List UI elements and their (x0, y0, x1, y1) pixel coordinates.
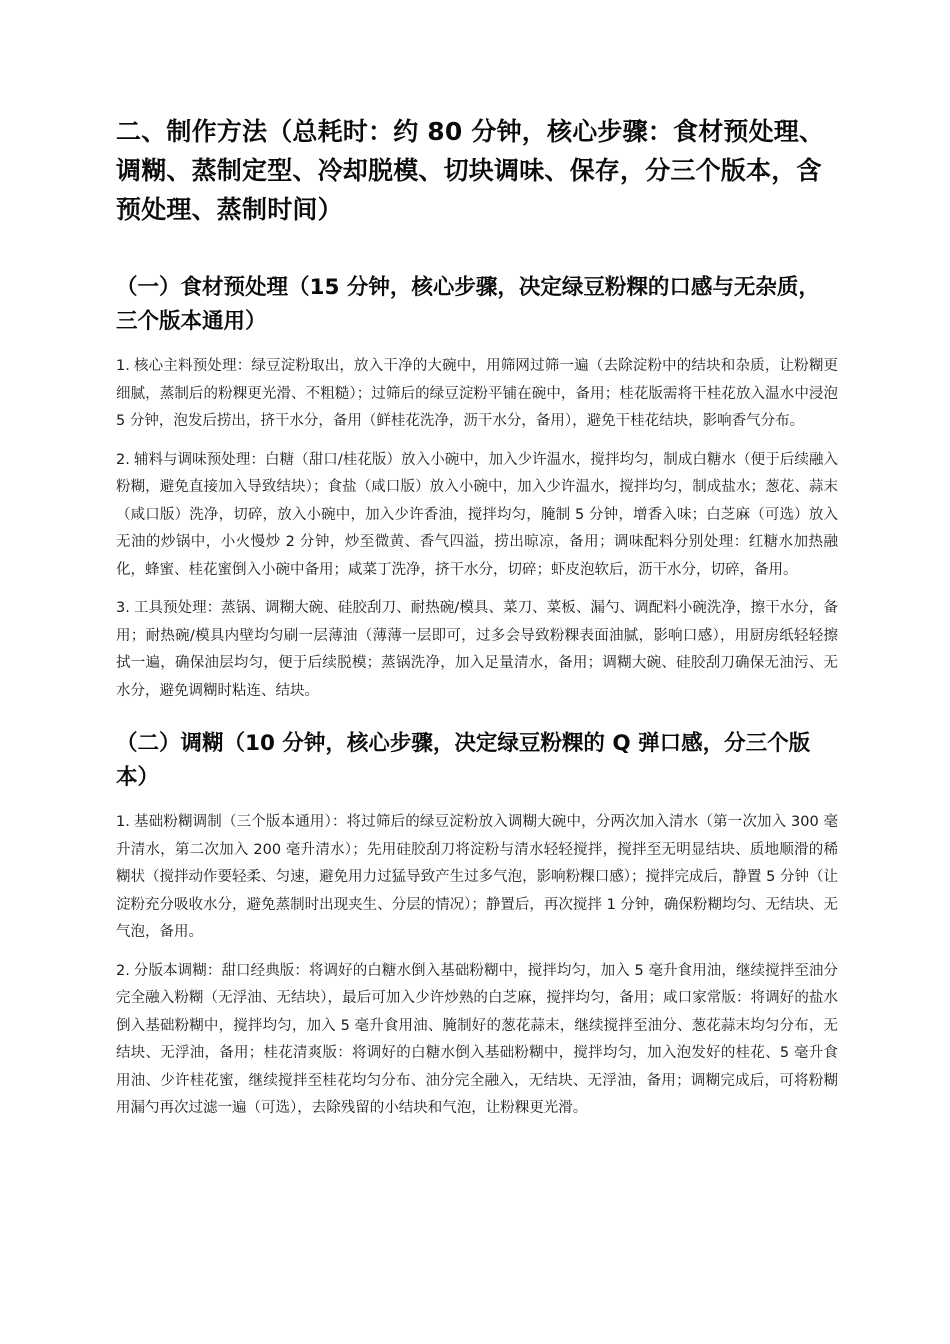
paragraph-text: 核心主料预处理：绿豆淀粉取出，放入干净的大碗中，用筛网过筛一遍（去除淀粉中的结块和杂质，让粉糊更细腻，蒸制后的粉粿更光滑、不粗糙）；过筛后的绿豆淀粉平铺在碗中，备用；桂花版需将干桂花放入温水中浸泡 5 分钟，泡发后捞出，挤干水分，备用（鲜桂花洗净，沥干水分，备用），避免干桂花结块，影响香气分布。 (116, 358, 838, 429)
section-ingredient-prep (116, 271, 838, 705)
main-heading: 二、制作方法（总耗时：约 80 分钟，核心步骤：食材预处理、调糊、蒸制定型、冷却脱模、切块调味、保存，分三个版本，含预处理、蒸制时间） (116, 117, 825, 224)
paragraph-number: 3. (116, 600, 130, 616)
document-content (116, 112, 838, 1145)
paragraph-text: 基础粉糊调制（三个版本通用）：将过筛后的绿豆淀粉放入调糊大碗中，分两次加入清水（第一次加入 300 毫升清水，第二次加入 200 毫升清水）；先用硅胶刮刀将淀粉与清水轻轻搅拌，搅拌至无明显结块、质地顺滑的稀糊状（搅拌动作要轻柔、匀速，避免用力过猛导致产生过多气泡，影响粉粿口感）；搅拌完成后，静置 5 分钟（让淀粉充分吸收水分，避免蒸制时出现夹生、分层的情况）；静置后，再次搅拌 1 分钟，确保粉糊均匀、无结块、无气泡，备用。 (116, 814, 838, 940)
paragraph (116, 447, 838, 585)
section-batter-mixing (116, 727, 838, 1123)
section-heading: （一）食材预处理（15 分钟，核心步骤，决定绿豆粉粿的口感与无杂质，三个版本通用） (116, 275, 820, 334)
paragraph-number: 2. (116, 962, 130, 979)
paragraph (116, 595, 838, 705)
paragraph-text: 辅料与调味预处理：白糖（甜口/桂花版）放入小碗中，加入少许温水，搅拌均匀，制成白糖水（便于后续融入粉糊，避免直接加入导致结块）；食盐（咸口版）放入小碗中，加入少许温水，搅拌均匀，制成盐水；葱花、蒜末（咸口版）洗净，切碎，放入小碗中，加入少许香油，搅拌均匀，腌制 5 分钟，增香入味；白芝麻（可选）放入无油的炒锅中，小火慢炒 2 分钟，炒至微黄、香气四溢，捞出晾凉，备用；调味配料分别处理：红糖水加热融化，蜂蜜、桂花蜜倒入小碗中备用；咸菜丁洗净，挤干水分，切碎；虾皮泡软后，沥干水分，切碎，备用。 (116, 451, 838, 578)
paragraph (116, 809, 838, 947)
paragraph-text: 分版本调糊：甜口经典版：将调好的白糖水倒入基础粉糊中，搅拌均匀，加入 5 毫升食用油，继续搅拌至油分完全融入粉糊（无浮油、无结块），最后可加入少许炒熟的白芝麻，搅拌均匀，备用；咸口家常版：将调好的盐水倒入基础粉糊中，搅拌均匀，加入 5 毫升食用油、腌制好的葱花蒜末，继续搅拌至油分、葱花蒜末均匀分布，无结块、无浮油，备用；桂花清爽版：将调好的白糖水倒入基础粉糊中，搅拌均匀，加入泡发好的桂花、5 毫升食用油、少许桂花蜜，继续搅拌至桂花均匀分布、油分完全融入，无结块、无浮油，备用；调糊完成后，可将粉糊用漏勺再次过滤一遍（可选），去除残留的小结块和气泡，让粉粿更光滑。 (116, 962, 838, 1116)
paragraph-number: 1. (116, 814, 130, 830)
paragraph-number: 1. (116, 358, 130, 374)
paragraph-number: 2. (116, 451, 130, 468)
paragraph (116, 353, 838, 436)
section-heading: （二）调糊（10 分钟，核心步骤，决定绿豆粉粿的 Q 弹口感，分三个版本） (116, 731, 811, 790)
paragraph-text: 工具预处理：蒸锅、调糊大碗、硅胶刮刀、耐热碗/模具、菜刀、菜板、漏勺、调配料小碗洗净，擦干水分，备用；耐热碗/模具内壁均匀刷一层薄油（薄薄一层即可，过多会导致粉粿表面油腻，影响口感），用厨房纸轻轻擦拭一遍，确保油层均匀，便于后续脱模；蒸锅洗净，加入足量清水，备用；调糊大碗、硅胶刮刀确保无油污、无水分，避免调糊时粘连、结块。 (116, 600, 838, 699)
paragraph (116, 958, 838, 1123)
